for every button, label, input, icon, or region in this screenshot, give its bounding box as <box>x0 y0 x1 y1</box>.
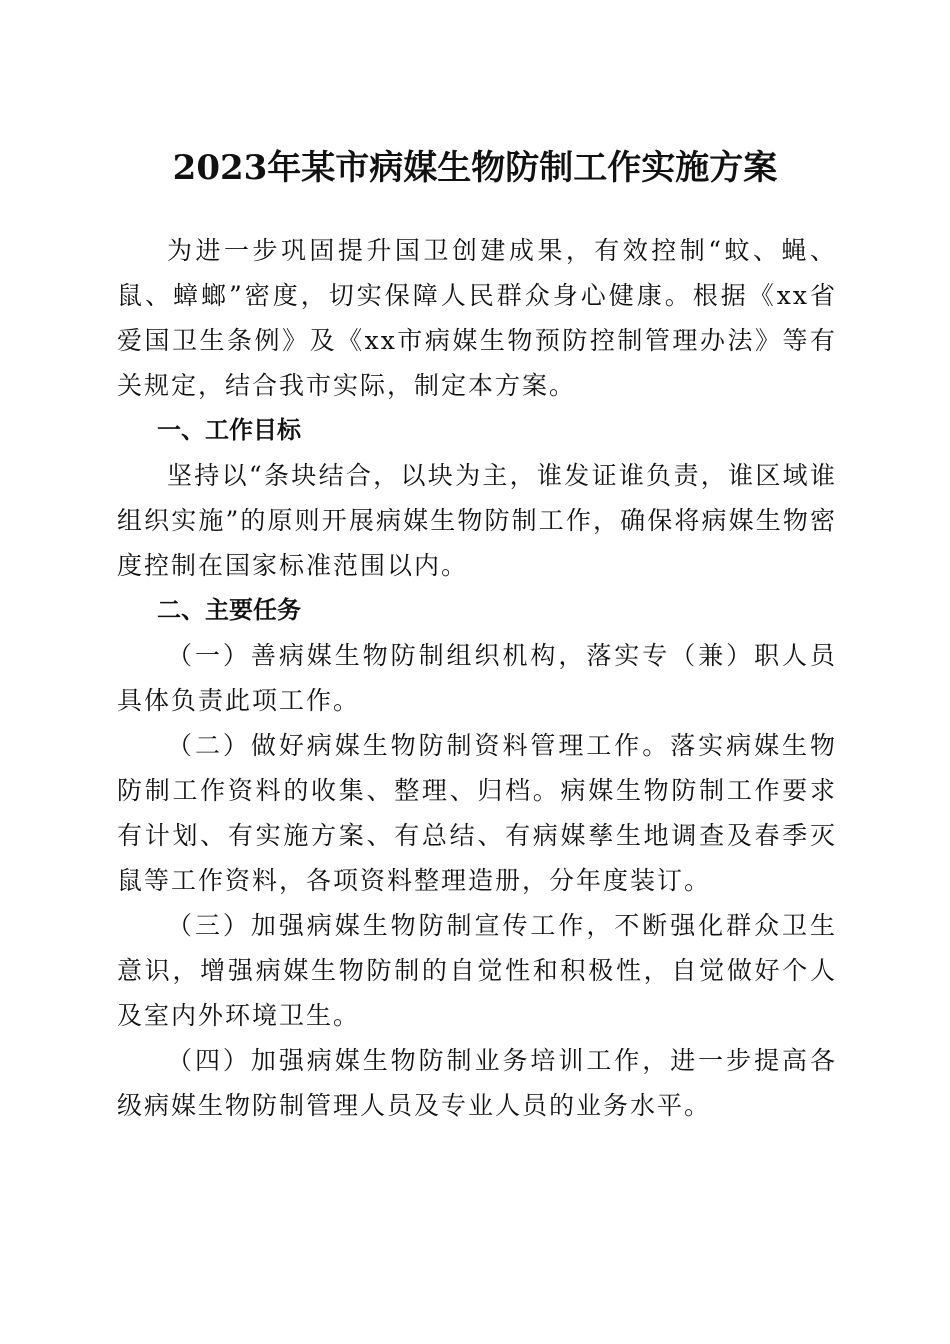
intro-paragraph: 为进一步巩固提升国卫创建成果，有效控制“蚊、蝇、鼠、蟑螂”密度，切实保障人民群众身心健康。根据《xx省爱国卫生条例》及《xx市病媒生物预防控制管理办法》等有关规定，结合我市实际，制定本方案。 <box>117 236 837 400</box>
task-item-3: （三）加强病媒生物防制宣传工作，不断强化群众卫生意识，增强病媒生物防制的自觉性和积极性，自觉做好个人及室内外环境卫生。 <box>117 911 837 1030</box>
task-item-1: （一）善病媒生物防制组织机构，落实专（兼）职人员具体负责此项工作。 <box>117 641 837 715</box>
task-item-2: （二）做好病媒生物防制资料管理工作。落实病媒生物防制工作资料的收集、整理、归档。病媒生物防制工作要求有计划、有实施方案、有总结、有病媒孳生地调查及春季灭鼠等工作资料，各项资料整理造册，分年度装订。 <box>117 731 837 895</box>
goals-paragraph: 坚持以“条块结合，以块为主，谁发证谁负责，谁区域谁组织实施”的原则开展病媒生物防制工作，确保将病媒生物密度控制在国家标准范围以内。 <box>117 461 837 580</box>
section-heading-tasks: 二、主要任务 <box>157 596 301 624</box>
task-item-4: （四）加强病媒生物防制业务培训工作，进一步提高各级病媒生物防制管理人员及专业人员的业务水平。 <box>117 1046 837 1120</box>
section-heading-goals: 一、工作目标 <box>157 416 301 444</box>
document-body <box>117 228 837 1128</box>
document-title: 2023年某市病媒生物防制工作实施方案 <box>172 148 778 188</box>
